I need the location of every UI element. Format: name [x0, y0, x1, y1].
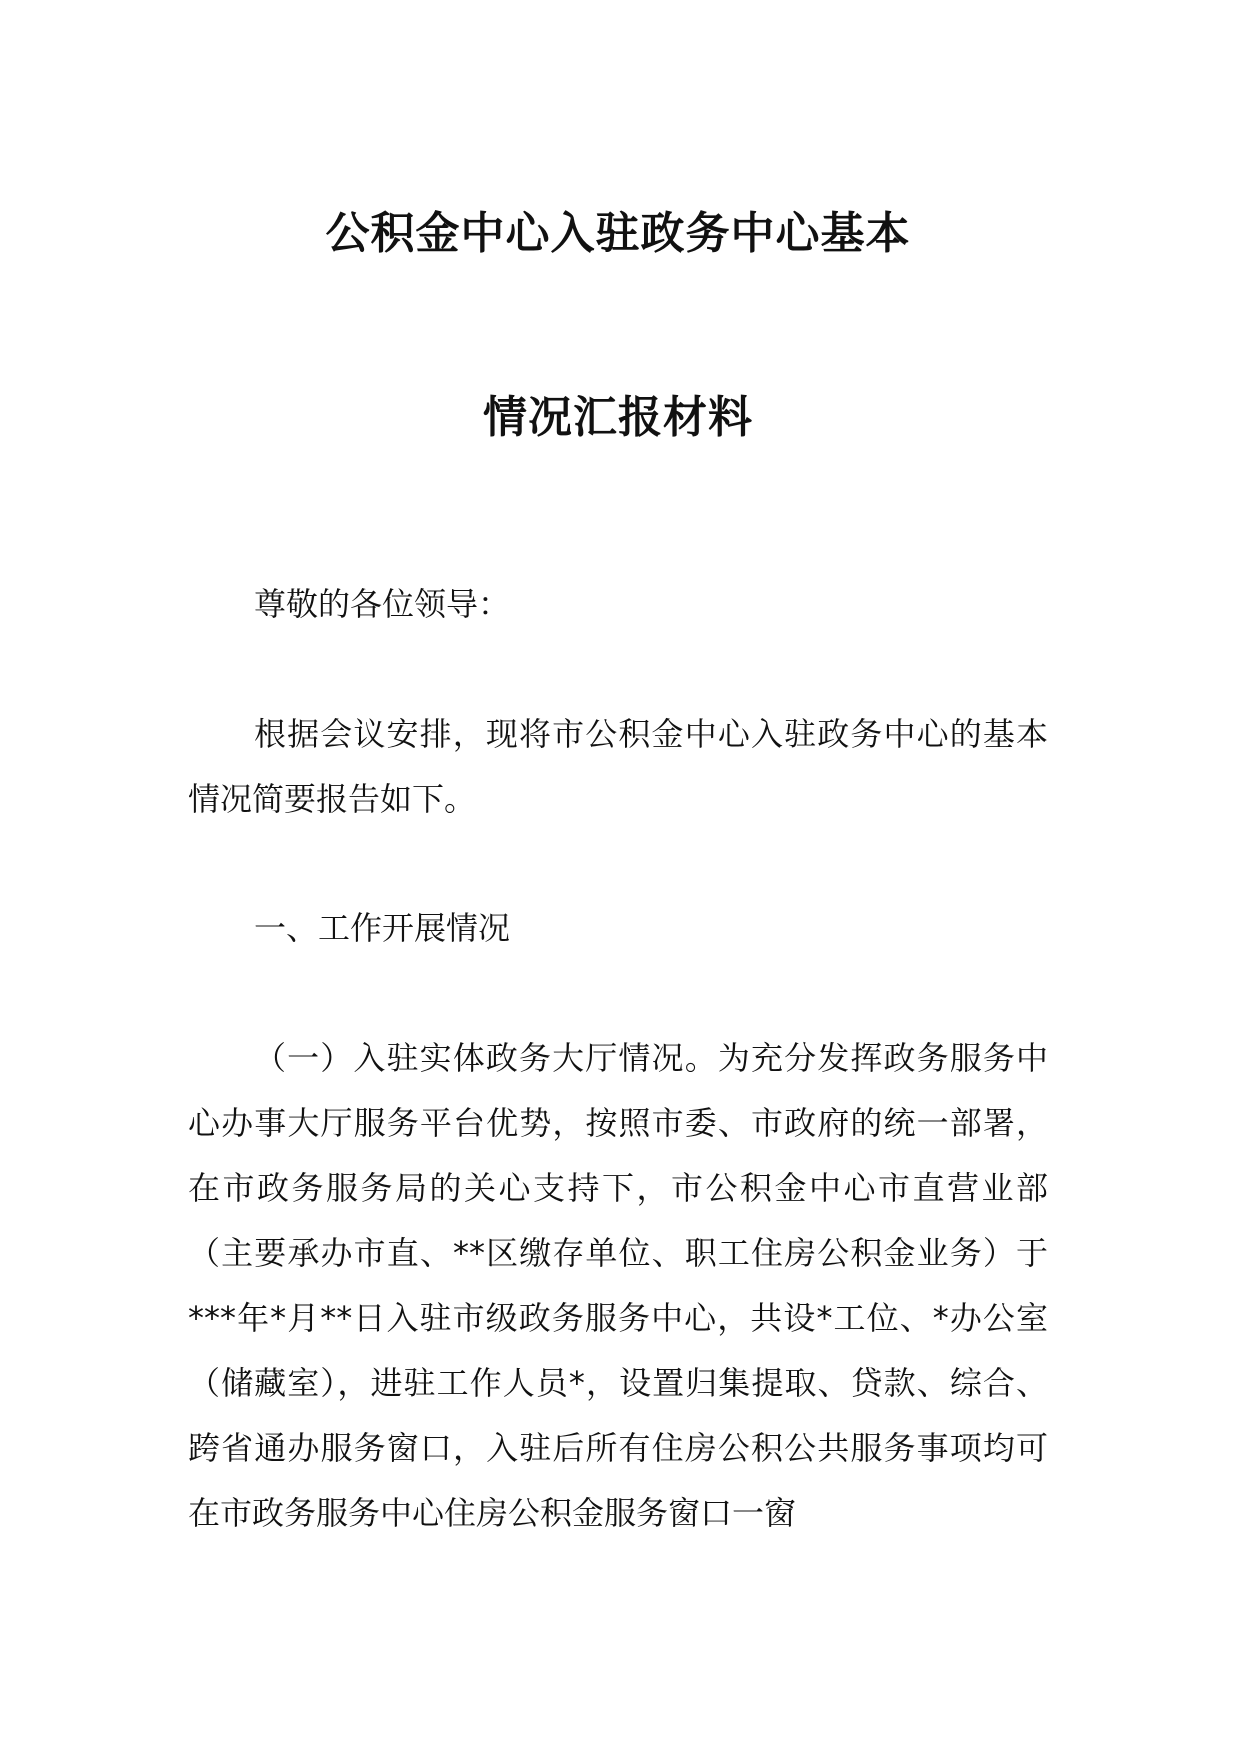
document-title-line-2: 情况汇报材料 — [483, 392, 753, 443]
section-heading: 一、工作开展情况 — [254, 909, 511, 947]
intro-paragraph: 根据会议安排，现将市公积金中心入驻政务中心的基本情况简要报告如下。 — [188, 715, 1048, 818]
salutation: 尊敬的各位领导： — [254, 585, 511, 623]
section1-paragraph: （一）入驻实体政务大厅情况。为充分发挥政务服务中心办事大厅服务平台优势，按照市委、市政府的统一部署，在市政务服务局的关心支持下，市公积金中心市直营业部（主要承办市直、**区缴存单位、职工住房公积金业务）于***年*月**日入驻市级政务服务中心，共设*工位、*办公室（储藏室），进驻工作人员*，设置归集提取、贷款、综合、跨省通办服务窗口，入驻后所有住房公积公共服务事项均可在市政务服务中心住房公积金服务窗口一窗 — [188, 1039, 1048, 1532]
document-title-line-1: 公积金中心入驻政务中心基本 — [325, 208, 911, 259]
